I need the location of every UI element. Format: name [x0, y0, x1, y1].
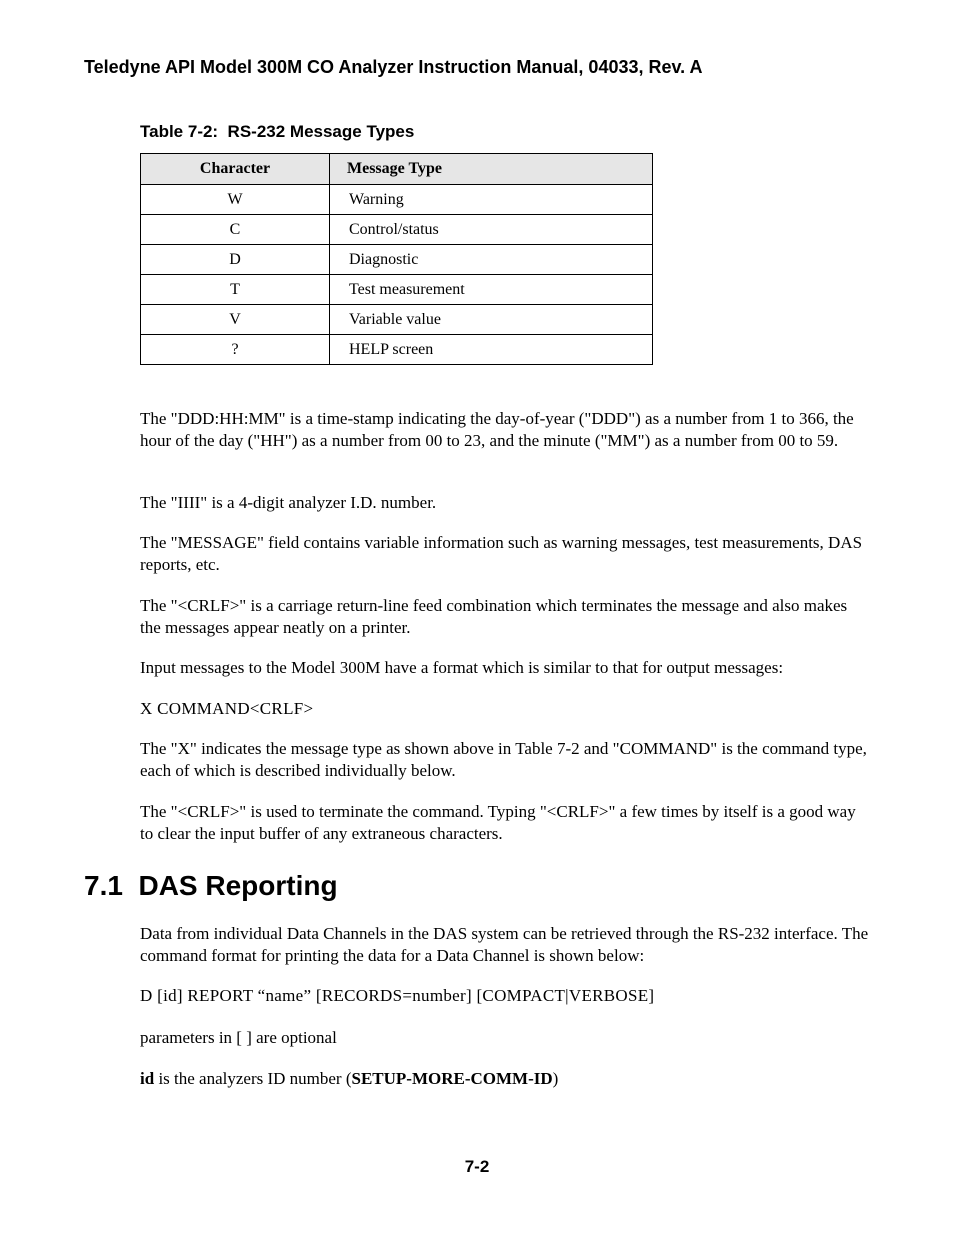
table-row	[141, 245, 653, 275]
message-field-paragraph: The "MESSAGE" field contains variable information such as warning messages, test measurements, DAS reports, etc.	[140, 533, 863, 574]
table-caption: Table 7-2: RS-232 Message Types	[140, 122, 415, 141]
character-cell: V	[141, 305, 330, 335]
column-header-message-type: Message Type	[330, 154, 653, 185]
column-header-character: Character	[141, 154, 330, 185]
message-types-table	[140, 153, 653, 365]
character-cell: C	[141, 215, 330, 245]
optional-parameters-note: parameters in [ ] are optional	[140, 1028, 337, 1047]
message-type-cell: Warning	[330, 185, 653, 215]
character-cell: D	[141, 245, 330, 275]
timestamp-paragraph: The "DDD:HH:MM" is a time-stamp indicating the day-of-year ("DDD") as a number from 1 to 366, the hour of the day ("HH") as a number from 00 to 23, and the minute ("MM") as a number from 00 to 59.	[140, 409, 854, 450]
table-row	[141, 305, 653, 335]
page-number: 7-2	[464, 1157, 490, 1176]
page-header: Teledyne API Model 300M CO Analyzer Instruction Manual, 04033, Rev. A	[84, 57, 703, 77]
message-type-cell: Control/status	[330, 215, 653, 245]
id-description-text: is the analyzers ID number (	[154, 1069, 352, 1088]
id-term: id	[140, 1069, 155, 1088]
input-messages-paragraph: Input messages to the Model 300M have a format which is similar to that for output messages:	[140, 658, 784, 677]
iiii-paragraph: The "IIII" is a 4-digit analyzer I.D. number.	[140, 493, 437, 512]
das-intro-paragraph: Data from individual Data Channels in the DAS system can be retrieved through the RS-232 interface. The command format for printing the data for a Data Channel is shown below:	[140, 924, 869, 965]
table-header-row	[141, 154, 653, 185]
id-closing-paren: )	[552, 1069, 559, 1088]
crlf-paragraph: The "<CRLF>" is a carriage return-line feed combination which terminates the message and also makes the messages appear neatly on a printer.	[140, 596, 848, 637]
character-cell: ?	[141, 335, 330, 365]
table-row	[141, 275, 653, 305]
table-row	[141, 215, 653, 245]
message-type-cell: Diagnostic	[330, 245, 653, 275]
x-description-paragraph: The "X" indicates the message type as shown above in Table 7-2 and "COMMAND" is the command type, each of which is described individually below.	[140, 739, 867, 780]
crlf-terminate-paragraph: The "<CRLF>" is used to terminate the command. Typing "<CRLF>" a few times by itself is a good way to clear the input buffer of any extraneous characters.	[140, 802, 856, 843]
section-heading: 7.1 DAS Reporting	[84, 870, 338, 901]
report-command-format: D [id] REPORT “name” [RECORDS=number] [COMPACT|VERBOSE]	[140, 986, 655, 1005]
command-format-line: X COMMAND<CRLF>	[140, 699, 314, 718]
message-type-cell: Test measurement	[330, 275, 653, 305]
character-cell: W	[141, 185, 330, 215]
message-type-cell: Variable value	[330, 305, 653, 335]
id-menu-path: SETUP-MORE-COMM-ID	[351, 1069, 553, 1088]
message-type-cell: HELP screen	[330, 335, 653, 365]
table-row	[141, 185, 653, 215]
table-row	[141, 335, 653, 365]
id-parameter-description	[140, 1068, 870, 1090]
character-cell: T	[141, 275, 330, 305]
